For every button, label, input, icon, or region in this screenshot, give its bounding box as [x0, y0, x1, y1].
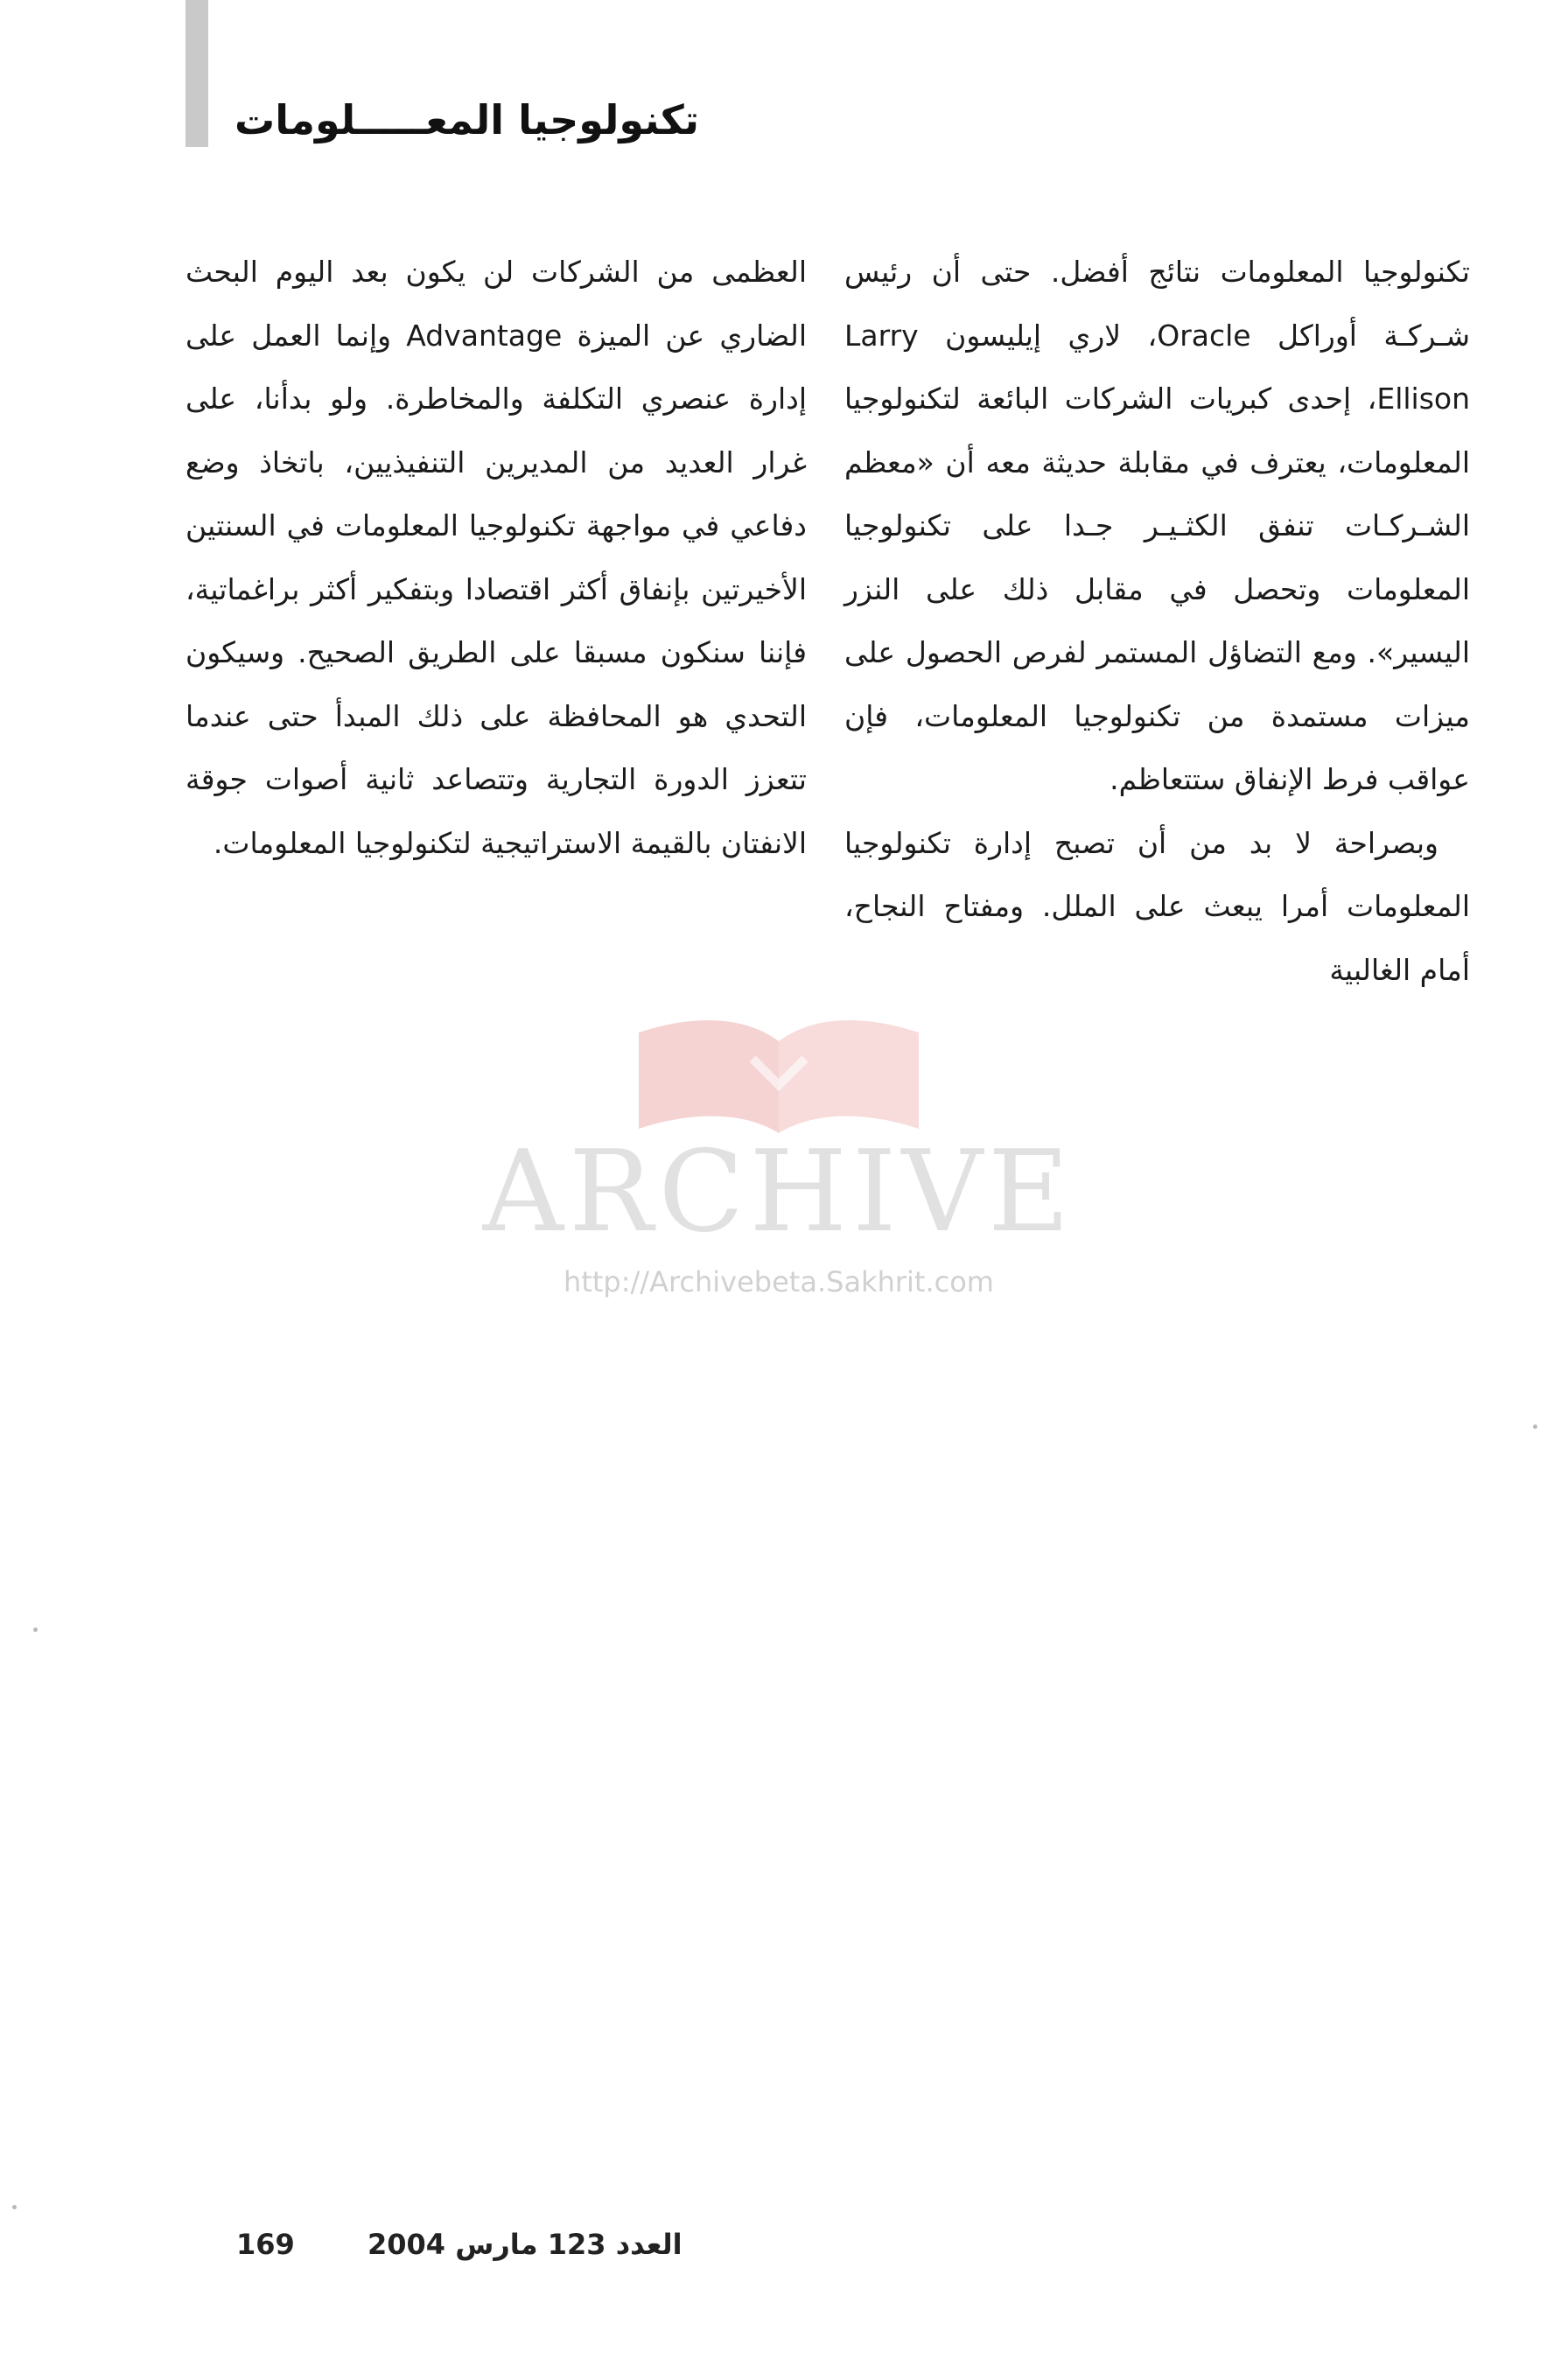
- scan-speck: [33, 1628, 38, 1632]
- scan-speck: [12, 2205, 17, 2209]
- paragraph: العظمى من الشركات لن يكون بعد اليوم البحث الضاري عن الميزة Advantage وإنما العمل على إدارة عنصري التكلفة والمخاطرة. ولو بدأنا، على غرار العديد من المديرين التنفيذيين، باتخاذ وضع دفاعي في مواجهة تكنولوجيا المعلومات في السنتين الأخيرتين بإنفاق أكثر اقتصادا وبتفكير أكثر براغماتية، فإننا سنكون مسبقا على الطريق الصحيح. وسيكون التحدي هو المحافظة على ذلك المبدأ حتى عندما تتعزز الدورة التجارية وتتصاعد ثانية أصوات جوقة الانفتان بالقيمة الاستراتيجية لتكنولوجيا المعلومات.: [186, 255, 807, 860]
- watermark-word: ARCHIVE: [482, 1127, 1075, 1257]
- page-number: 169: [236, 2228, 295, 2261]
- header-accent-bar: [186, 0, 208, 147]
- paragraph: تكنولوجيا المعلومات نتائج أفضل. حتى أن رئيس شـركـة أوراكل Oracle، لاري إيليسون Larry Ellison، إحدى كبريات الشركات البائعة لتكنولوجيا المعلومات، يعترف في مقابلة حديثة معه أن «معظم الشـركـات تنفق الكثـيـر جـدا على تكنولوجيا المعلومات وتحصل في مقابل ذلك على النزر اليسير». ومع التضاؤل المستمر لفرص الحصول على ميزات مستمدة من تكنولوجيا المعلومات، فإن عواقب فرط الإنفاق ستتعاظم.: [844, 255, 1470, 796]
- archive-watermark: [464, 1006, 1094, 1321]
- scan-speck: [1533, 1424, 1537, 1429]
- watermark-url: http://Archivebeta.Sakhrit.com: [564, 1265, 994, 1298]
- article-column-left: [186, 241, 807, 875]
- paragraph: وبصراحة لا بد من أن تصبح إدارة تكنولوجيا المعلومات أمرا يبعث على الملل. ومفتاح النجاح، أمام الغالبية: [844, 825, 1470, 987]
- open-book-icon: [621, 1006, 936, 1138]
- section-title: تكنولوجيا المعـــــلومات: [234, 96, 700, 144]
- issue-label: العدد 123 مارس 2004: [368, 2228, 682, 2261]
- article-column-right: [844, 241, 1470, 1002]
